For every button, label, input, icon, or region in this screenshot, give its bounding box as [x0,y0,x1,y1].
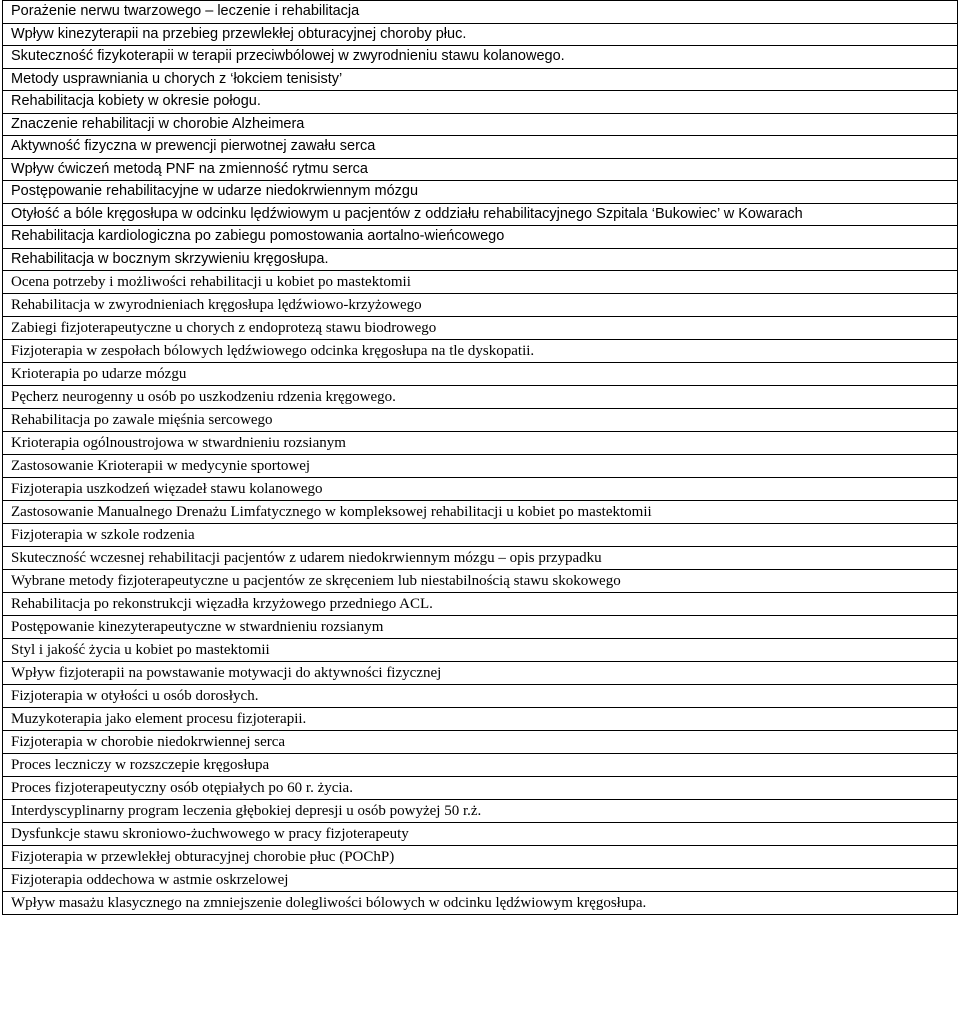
table-row [3,869,958,892]
table-row [3,203,958,226]
topic-cell: Interdyscyplinarny program leczenia głębokiej depresji u osób powyżej 50 r.ż. [3,800,958,823]
topic-cell: Zastosowanie Krioterapii w medycynie sportowej [3,455,958,478]
table-row [3,754,958,777]
table-row [3,363,958,386]
topic-cell: Wybrane metody fizjoterapeutyczne u pacjentów ze skręceniem lub niestabilnością stawu skokowego [3,570,958,593]
table-row [3,593,958,616]
table-row [3,271,958,294]
table-row [3,46,958,69]
table-row [3,181,958,204]
table-row [3,68,958,91]
topic-cell: Krioterapia ogólnoustrojowa w stwardnieniu rozsianym [3,432,958,455]
topic-cell: Pęcherz neurogenny u osób po uszkodzeniu rdzenia kręgowego. [3,386,958,409]
topic-cell: Otyłość a bóle kręgosłupa w odcinku lędźwiowym u pacjentów z oddziału rehabilitacyjnego Szpitala ‘Bukowiec’ w Kowarach [3,203,958,226]
topic-cell: Skuteczność fizykoterapii w terapii przeciwbólowej w zwyrodnieniu stawu kolanowego. [3,46,958,69]
topic-cell: Muzykoterapia jako element procesu fizjoterapii. [3,708,958,731]
table-row [3,685,958,708]
table-row [3,294,958,317]
table-row [3,226,958,249]
topic-cell: Proces leczniczy w rozszczepie kręgosłupa [3,754,958,777]
topic-cell: Wpływ fizjoterapii na powstawanie motywacji do aktywności fizycznej [3,662,958,685]
topic-cell: Postępowanie rehabilitacyjne w udarze niedokrwiennym mózgu [3,181,958,204]
table-row [3,455,958,478]
topic-cell: Skuteczność wczesnej rehabilitacji pacjentów z udarem niedokrwiennym mózgu – opis przypadku [3,547,958,570]
table-row [3,708,958,731]
topic-cell: Rehabilitacja po zawale mięśnia sercowego [3,409,958,432]
table-row [3,777,958,800]
table-row [3,113,958,136]
table-row [3,432,958,455]
topic-cell: Metody usprawniania u chorych z ‘łokciem tenisisty’ [3,68,958,91]
topic-cell: Fizjoterapia w przewlekłej obturacyjnej chorobie płuc (POChP) [3,846,958,869]
table-row [3,547,958,570]
table-row [3,570,958,593]
table-row [3,478,958,501]
topic-cell: Fizjoterapia w szkole rodzenia [3,524,958,547]
topic-cell: Styl i jakość życia u kobiet po mastektomii [3,639,958,662]
topic-cell: Rehabilitacja kobiety w okresie połogu. [3,91,958,114]
table-row [3,501,958,524]
topic-cell: Fizjoterapia w zespołach bólowych lędźwiowego odcinka kręgosłupa na tle dyskopatii. [3,340,958,363]
topic-cell: Wpływ kinezyterapii na przebieg przewlekłej obturacyjnej choroby płuc. [3,23,958,46]
topic-cell: Rehabilitacja po rekonstrukcji więzadła krzyżowego przedniego ACL. [3,593,958,616]
table-row [3,639,958,662]
topic-cell: Wpływ masażu klasycznego na zmniejszenie dolegliwości bólowych w odcinku lędźwiowym kręgosłupa. [3,892,958,915]
topic-cell: Fizjoterapia w chorobie niedokrwiennej serca [3,731,958,754]
table-row [3,317,958,340]
topic-cell: Fizjoterapia oddechowa w astmie oskrzelowej [3,869,958,892]
topic-cell: Krioterapia po udarze mózgu [3,363,958,386]
table-row [3,800,958,823]
table-row [3,23,958,46]
topic-cell: Rehabilitacja w zwyrodnieniach kręgosłupa lędźwiowo-krzyżowego [3,294,958,317]
table-row [3,91,958,114]
topic-cell: Ocena potrzeby i możliwości rehabilitacji u kobiet po mastektomii [3,271,958,294]
table-row [3,731,958,754]
topic-cell: Zastosowanie Manualnego Drenażu Limfatycznego w kompleksowej rehabilitacji u kobiet po mastektomii [3,501,958,524]
table-row [3,524,958,547]
table-row [3,248,958,271]
table-row [3,386,958,409]
table-row [3,616,958,639]
topics-table-body [3,1,958,915]
topic-cell: Porażenie nerwu twarzowego – leczenie i rehabilitacja [3,1,958,24]
topic-cell: Wpływ ćwiczeń metodą PNF na zmienność rytmu serca [3,158,958,181]
table-row [3,136,958,159]
table-row [3,662,958,685]
table-row [3,409,958,432]
table-row [3,892,958,915]
topic-cell: Znaczenie rehabilitacji w chorobie Alzheimera [3,113,958,136]
table-row [3,823,958,846]
topic-cell: Zabiegi fizjoterapeutyczne u chorych z endoprotezą stawu biodrowego [3,317,958,340]
topic-cell: Proces fizjoterapeutyczny osób otępiałych po 60 r. życia. [3,777,958,800]
table-row [3,158,958,181]
topic-cell: Fizjoterapia w otyłości u osób dorosłych. [3,685,958,708]
topic-cell: Fizjoterapia uszkodzeń więzadeł stawu kolanowego [3,478,958,501]
topic-cell: Postępowanie kinezyterapeutyczne w stwardnieniu rozsianym [3,616,958,639]
topic-cell: Rehabilitacja kardiologiczna po zabiegu pomostowania aortalno-wieńcowego [3,226,958,249]
table-row [3,1,958,24]
topic-cell: Aktywność fizyczna w prewencji pierwotnej zawału serca [3,136,958,159]
table-row [3,846,958,869]
topic-cell: Rehabilitacja w bocznym skrzywieniu kręgosłupa. [3,248,958,271]
topics-table [2,0,958,915]
topic-cell: Dysfunkcje stawu skroniowo-żuchwowego w pracy fizjoterapeuty [3,823,958,846]
table-row [3,340,958,363]
